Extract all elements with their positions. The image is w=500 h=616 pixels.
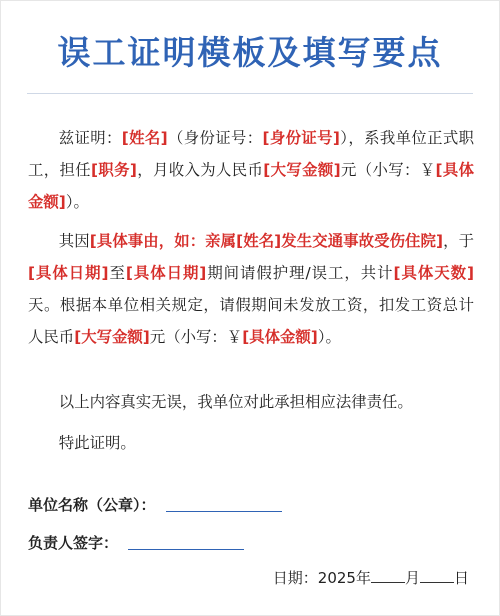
paragraph-declaration: 以上内容真实无误，我单位对此承担相应法律责任。 — [58, 393, 413, 411]
text: 元（小写：￥ — [149, 328, 243, 346]
month-label: 月 — [404, 569, 420, 587]
text: ，于 — [443, 232, 474, 250]
text: 天。根据本单位相关规定，请假期间未发放工资，扣发工资总计人民币 — [28, 296, 474, 346]
month-blank[interactable] — [371, 568, 405, 583]
placeholder-days: [具体天数] — [393, 264, 474, 282]
text: ，月收入为人民币 — [136, 161, 264, 179]
placeholder-deduct-upper: [大写金额] — [74, 328, 150, 346]
placeholder-amount-upper: [大写金额] — [263, 161, 341, 179]
date-row — [273, 567, 469, 588]
placeholder-date-end: [具体日期] — [125, 264, 207, 282]
text: 其因 — [58, 232, 90, 250]
text: （身份证号： — [167, 129, 263, 147]
day-blank[interactable] — [420, 568, 454, 583]
page-title: 误工证明模板及填写要点 — [57, 33, 443, 72]
text: 兹证明： — [58, 129, 122, 147]
text: 元（小写：￥ — [340, 161, 436, 179]
text: ），系我单位正式职工，担任 — [28, 129, 474, 179]
placeholder-date-start: [具体日期] — [28, 264, 109, 282]
placeholder-reason: [具体事由，如：亲属[姓名]发生交通事故受伤住院] — [89, 232, 444, 250]
leader-signature-label: 负责人签字： — [28, 534, 119, 552]
placeholder-deduct-number: [具体金额] — [242, 328, 318, 346]
unit-name-label: 单位名称（公章）： — [28, 496, 156, 514]
unit-signature-row — [28, 494, 282, 515]
leader-signature-line[interactable] — [128, 549, 244, 550]
placeholder-name: [姓名] — [121, 129, 168, 147]
text: ）。 — [317, 328, 341, 346]
placeholder-id-number: [身份证号] — [262, 129, 340, 147]
paragraph-closing: 特此证明。 — [58, 434, 136, 452]
paragraph-leave-info — [28, 225, 474, 353]
title-divider — [27, 93, 473, 94]
text: 至 — [108, 264, 126, 282]
text: ）。 — [65, 193, 89, 211]
leader-signature-row — [28, 532, 244, 553]
placeholder-position: [职务] — [90, 161, 137, 179]
day-label: 日 — [453, 569, 469, 587]
unit-name-line[interactable] — [166, 511, 282, 512]
date-prefix: 日期：2025年 — [272, 569, 371, 587]
paragraph-employee-info — [28, 122, 474, 218]
placeholder-amount-number: [具体金额] — [28, 161, 474, 211]
text: 期间请假护理/误工，共计 — [206, 264, 394, 282]
